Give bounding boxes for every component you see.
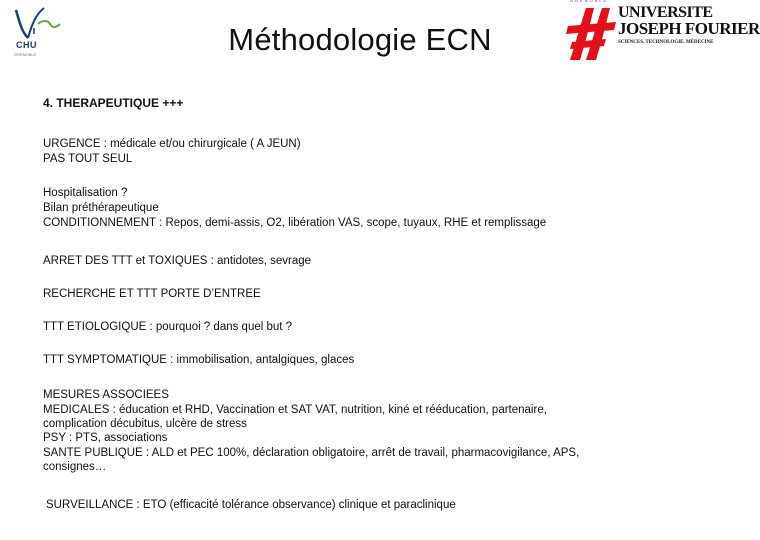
- text-line: complication décubitus, ulcère de stress: [43, 418, 247, 430]
- surveillance-block: [46, 498, 686, 513]
- text-line: Bilan préthérapeutique: [43, 202, 159, 214]
- page-title: Méthodologie ECN: [228, 22, 492, 57]
- text-line: Hospitalisation ?: [43, 187, 128, 199]
- text-line: ARRET DES TTT et TOXIQUES : antidotes, sevrage: [43, 255, 312, 267]
- text-line: TTT ETIOLOGIQUE : pourquoi ? dans quel but ?: [43, 321, 293, 333]
- ujf-logo-mark: [566, 2, 618, 64]
- mesures-block: [43, 388, 683, 474]
- text-line: MESURES ASSOCIEES: [43, 389, 169, 401]
- symptomatique-block: [43, 353, 683, 368]
- section-heading: 4. THERAPEUTIQUE +++: [43, 96, 184, 110]
- ujf-logo: [566, 0, 760, 64]
- text-line: SURVEILLANCE : ETO (efficacité tolérance observance) clinique et paraclinique: [46, 499, 456, 511]
- urgence-block: [43, 137, 683, 167]
- text-line: SANTE PUBLIQUE : ALD et PEC 100%, déclaration obligatoire, arrêt de travail, pharmacovigilance, APS,: [43, 447, 580, 459]
- text-line: PSY : PTS, associations: [43, 432, 168, 444]
- ujf-logo-top-text: GRENOBLE: [570, 0, 609, 3]
- ujf-logo-line3: SCIENCES. TECHNOLOGIE. MÉDECINE: [618, 40, 714, 45]
- text-line: PAS TOUT SEUL: [43, 153, 133, 165]
- arret-block: [43, 254, 683, 269]
- text-line: CONDITIONNEMENT : Repos, demi-assis, O2, libération VAS, scope, tuyaux, RHE et remplissage: [43, 217, 547, 229]
- chu-logo-text: CHU: [16, 40, 37, 50]
- ujf-logo-line1: UNIVERSITE: [618, 4, 713, 21]
- hospitalisation-block: [43, 186, 683, 231]
- text-line: TTT SYMPTOMATIQUE : immobilisation, antalgiques, glaces: [43, 354, 355, 366]
- chu-logo-subtext: GRENOBLE: [14, 52, 37, 57]
- etiologique-block: [43, 320, 683, 335]
- recherche-block: [43, 287, 683, 302]
- text-line: consignes…: [43, 461, 107, 473]
- text-line: URGENCE : médicale et/ou chirurgicale ( A JEUN): [43, 138, 301, 150]
- text-line: MEDICALES : éducation et RHD, Vaccination et SAT VAT, nutrition, kiné et rééducation, partenaire,: [43, 404, 547, 416]
- text-line: RECHERCHE ET TTT PORTE D’ENTREE: [43, 288, 261, 300]
- ujf-logo-line2: JOSEPH FOURIER: [618, 19, 760, 38]
